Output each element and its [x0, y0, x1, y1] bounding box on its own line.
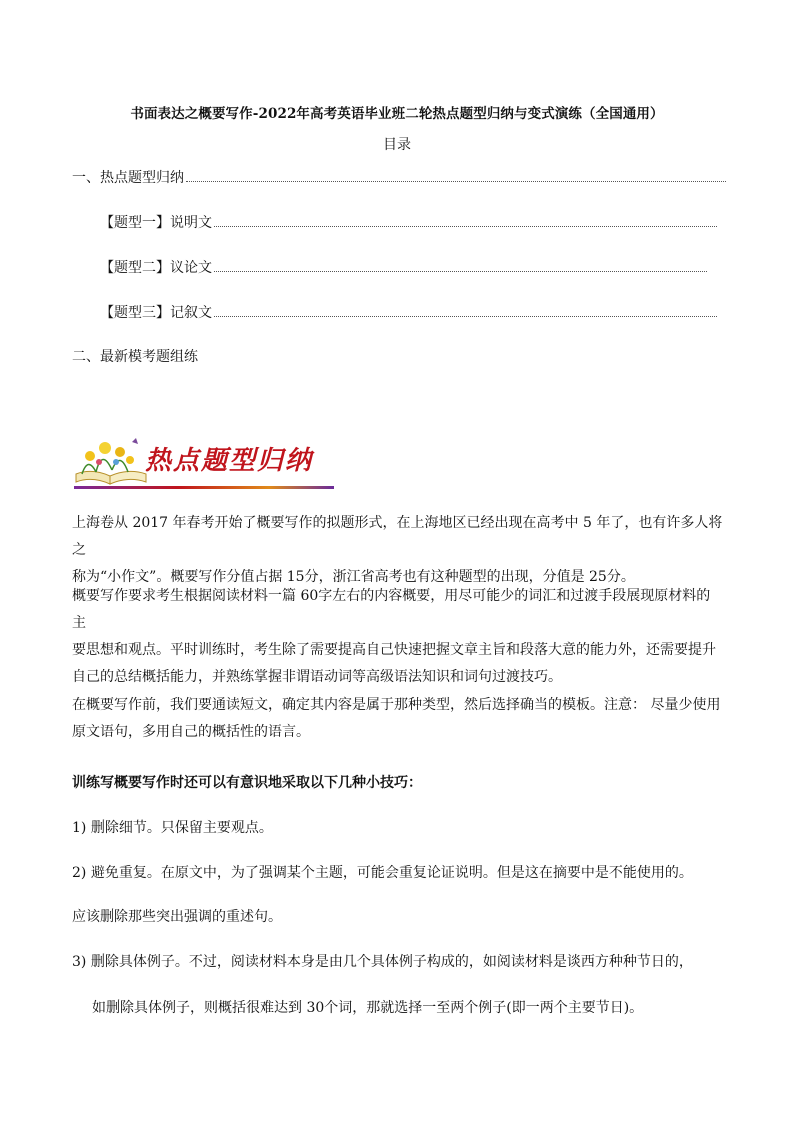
paragraph-2 [72, 583, 724, 691]
toc-entry-item2[interactable] [100, 257, 707, 277]
tip-3-continuation: 如删除具体例子，则概括很难达到 30个词，那就选择一至两个例子(即一两个主要节日)。 [92, 1000, 644, 1016]
paragraph-3 [72, 692, 724, 746]
toc-entry-label: 【题型三】记叙文 [100, 305, 212, 321]
toc-entry-item3[interactable] [100, 302, 717, 322]
text-line: 原文语句，多用自己的概括性的语言。 [72, 724, 310, 740]
toc-leader-dots [214, 304, 717, 317]
banner-underline [74, 486, 334, 489]
toc-entry-label: 【题型二】议论文 [100, 260, 212, 276]
text-line: 要思想和观点。平时训练时，考生除了需要提高自己快速把握文章主旨和段落大意的能力外，还需要提升 [72, 642, 716, 658]
text-line: 称为“小作文”。概要写作分值占据 15分，浙江省高考也有这种题型的出现，分值是 25分。 [72, 569, 635, 585]
toc-entry-item1[interactable] [100, 212, 717, 232]
toc-entry-label: 二、最新模考题组练 [72, 349, 198, 365]
document-title: 书面表达之概要写作-2022年高考英语毕业班二轮热点题型归纳与变式演练（全国通用） [130, 106, 664, 122]
tip-2-continuation: 应该删除那些突出强调的重述句。 [72, 909, 282, 925]
tips-heading: 训练写概要写作时还可以有意识地采取以下几种小技巧： [72, 775, 422, 791]
toc-heading: 目录 [383, 137, 411, 153]
text-line: 上海卷从 2017 年春考开始了概要写作的拟题形式，在上海地区已经出现在高考中 5 年了，也有许多人将之 [72, 515, 723, 558]
toc-entry-section2[interactable] [72, 346, 198, 366]
toc-entry-label: 【题型一】说明文 [100, 215, 212, 231]
toc-entry-label: 一、热点题型归纳 [72, 170, 184, 186]
text-line: 自己的总结概括能力，并熟练掌握非谓语动词等高级语法知识和词句过渡技巧。 [72, 669, 562, 685]
text-line: 概要写作要求考生根据阅读材料一篇 60字左右的内容概要，用尽可能少的词汇和过渡手段展现原材料的主 [72, 588, 711, 631]
tip-3: 3) 删除具体例子。不过，阅读材料本身是由几个具体例子构成的，如阅读材料是谈西方种种节日的， [72, 954, 693, 970]
tip-1: 1) 删除细节。只保留主要观点。 [72, 820, 273, 836]
toc-entry-section1[interactable] [72, 167, 726, 187]
text-line: 在概要写作前，我们要通读短文，确定其内容是属于那种类型，然后选择确当的模板。注意： 尽量少使用 [72, 697, 721, 713]
toc-leader-dots [186, 169, 726, 182]
paragraph-1 [72, 510, 724, 591]
section-banner [72, 428, 334, 492]
open-book-flowers-icon [72, 428, 152, 490]
banner-title: 热点题型归纳 [145, 446, 314, 476]
tip-2: 2) 避免重复。在原文中，为了强调某个主题，可能会重复论证说明。但是这在摘要中是不能使用的。 [72, 865, 693, 881]
toc-leader-dots [214, 259, 707, 272]
toc-leader-dots [214, 214, 717, 227]
